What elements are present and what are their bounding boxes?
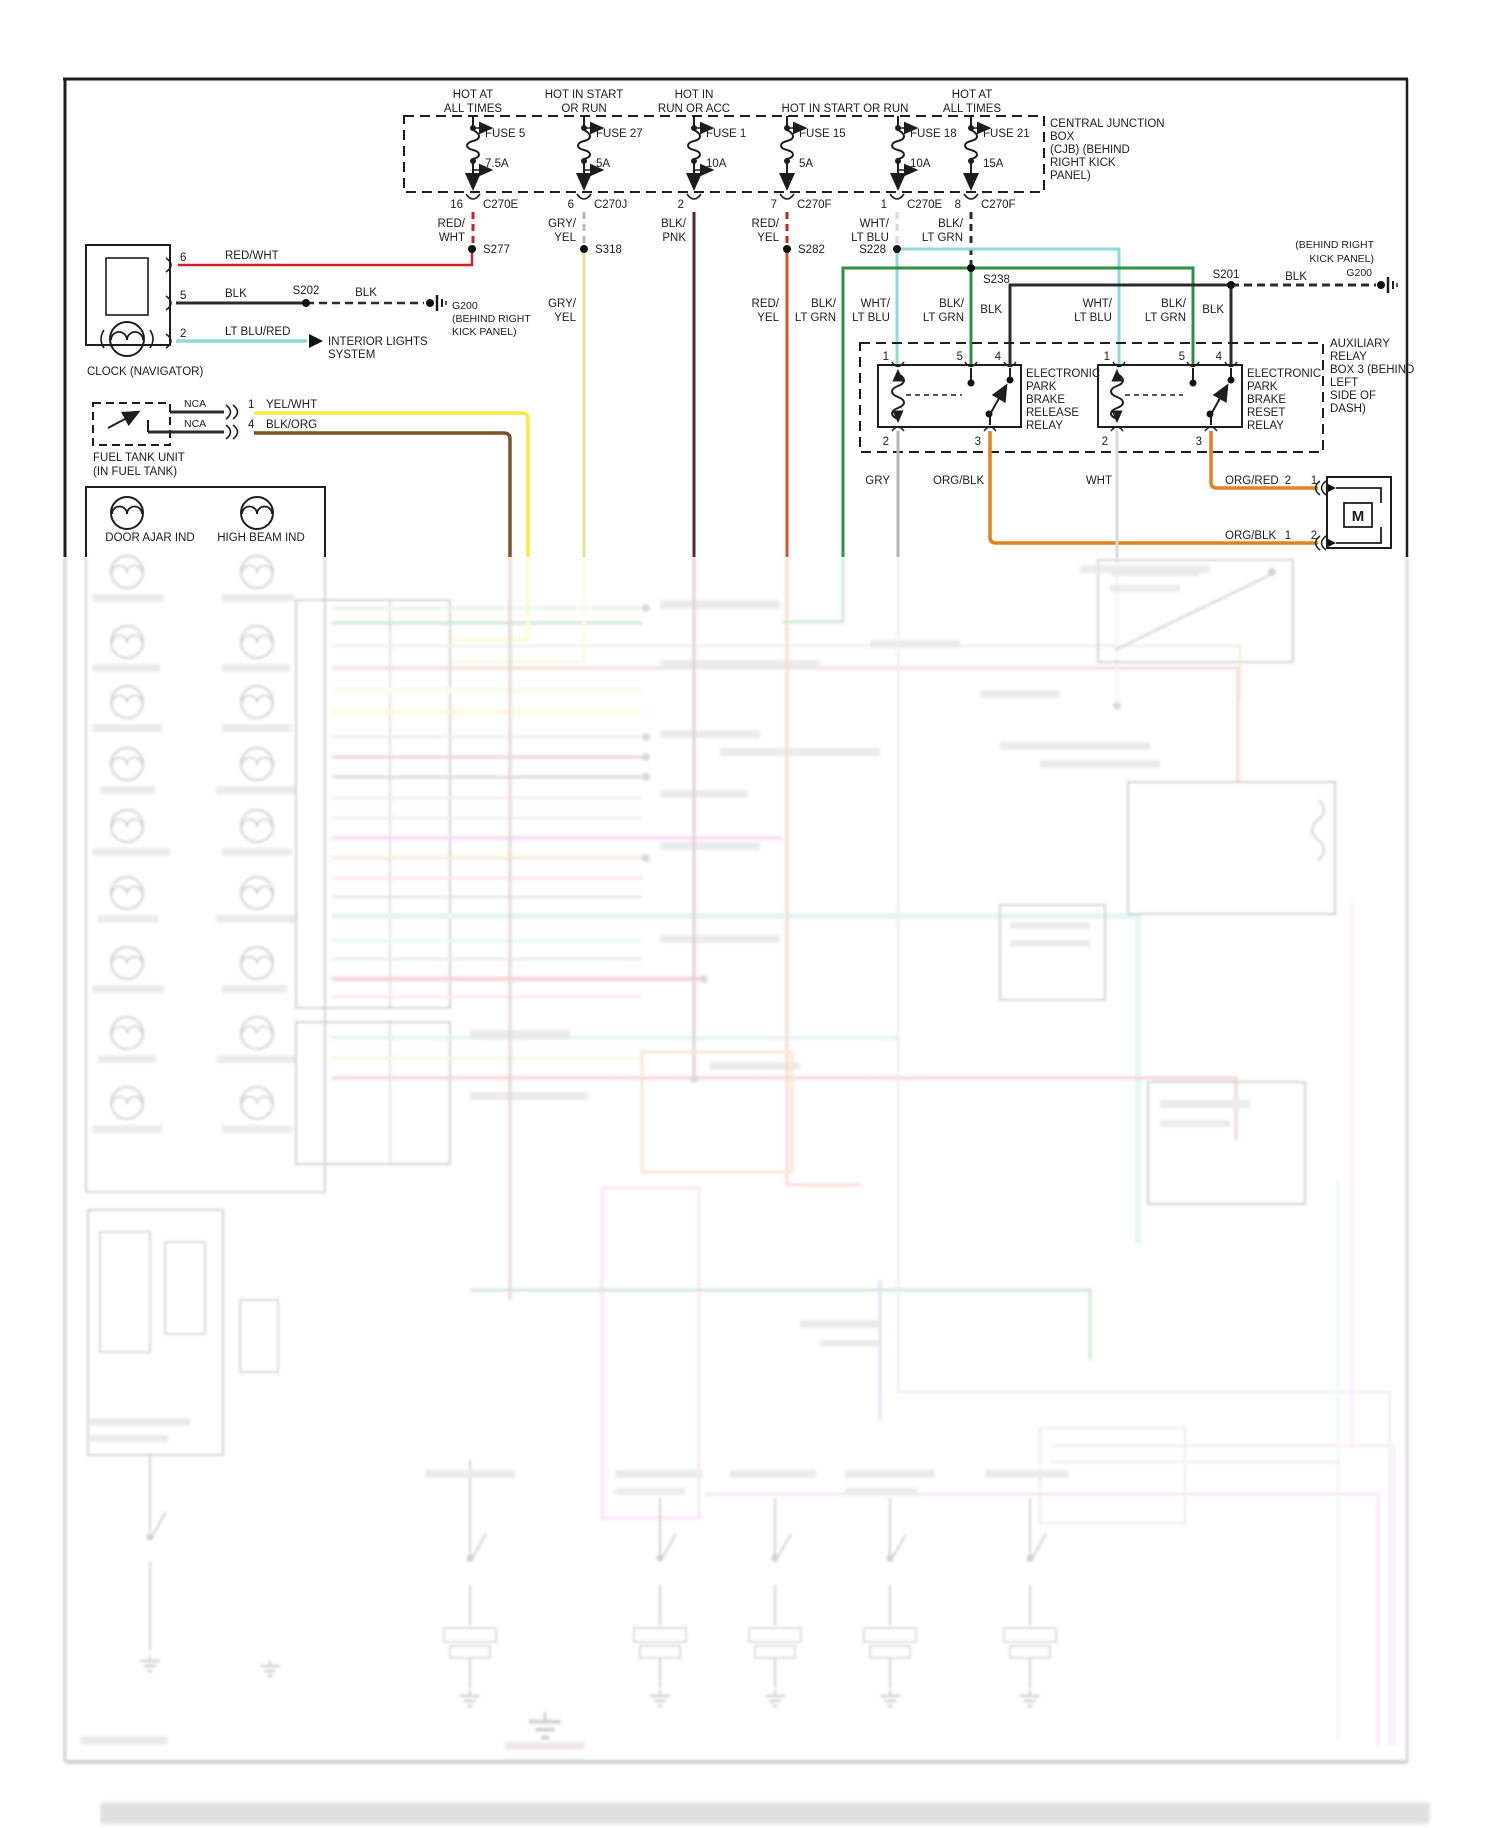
wire-label: LT GRN [794, 312, 836, 324]
system-ref: INTERIOR LIGHTS [328, 336, 428, 348]
splice-label: S228 [859, 244, 886, 256]
relay-label: BRAKE [1247, 394, 1286, 406]
component-title: CLOCK (NAVIGATOR) [87, 366, 204, 378]
connector-pin: 6 [567, 199, 574, 211]
splice-label: S238 [983, 274, 1010, 286]
ground-location: (BEHIND RIGHT [452, 313, 531, 325]
pin-number: 2 [1310, 530, 1318, 542]
fuse-name: FUSE 15 [799, 128, 846, 140]
relay-label: ELECTRONIC [1026, 368, 1101, 380]
ground-location: KICK PANEL) [452, 326, 517, 338]
connector-name: C270E [483, 199, 519, 211]
motor-symbol: M [1351, 508, 1365, 525]
connector-name: C270F [981, 199, 1016, 211]
pin-number: 4 [248, 419, 255, 431]
wire-label: ORG/RED [1225, 475, 1279, 487]
auxiliary-relay-box [860, 338, 1414, 452]
fuse-name: FUSE 18 [910, 128, 957, 140]
relay-label: RELAY [1247, 420, 1284, 432]
wire-label: WHT/ [860, 298, 890, 310]
indicator-lamps [86, 487, 325, 557]
relay-label: RELAY [1026, 420, 1063, 432]
ground-g200-clock [426, 295, 446, 311]
wire-label: NCA [184, 398, 207, 410]
wire-label: RED/ [751, 218, 779, 230]
fuse-21 [965, 116, 1030, 188]
faded-wire-continuations [452, 557, 1390, 1745]
wire-label: WHT [1085, 475, 1112, 487]
wire-label: YEL/WHT [266, 399, 318, 411]
relay-label: ELECTRONIC [1247, 368, 1322, 380]
wire-label: ORG/BLK [1225, 530, 1277, 542]
clock-pin: 5 [180, 290, 187, 302]
ground-location: (BEHIND RIGHT [1295, 239, 1374, 251]
splice-label: S282 [798, 244, 825, 256]
wire-label: BLK [355, 287, 377, 299]
fuse-15 [781, 116, 846, 188]
pin-number: 1 [882, 351, 889, 363]
bus-header-text: HOT IN [674, 89, 714, 101]
connector-pin: 7 [770, 199, 777, 211]
lamp-label: DOOR AJAR IND [105, 532, 195, 544]
relay-output-wires [865, 431, 1318, 557]
clock-pin: 2 [180, 328, 187, 340]
bus-header-text: RUN OR ACC [657, 103, 731, 115]
ground-name: G200 [452, 300, 478, 312]
cjb-label: BOX [1050, 131, 1075, 143]
wire-label: LT BLU [851, 232, 889, 244]
wire-label: RED/ [437, 218, 465, 230]
wire-label: YEL [757, 232, 779, 244]
relay-box-label: SIDE OF [1330, 390, 1377, 402]
pin-number: 5 [1178, 351, 1185, 363]
connector-name: C270F [797, 199, 832, 211]
faded-left-lower-components [80, 1210, 278, 1745]
wire-label: RED/WHT [225, 250, 279, 262]
pin-number: 3 [974, 436, 981, 448]
connector-name: C270J [594, 199, 628, 211]
connector-pin: 2 [677, 199, 684, 211]
bus-header-text: OR RUN [561, 103, 607, 115]
ground-name: G200 [1346, 267, 1372, 279]
cjb-label: (CJB) (BEHIND [1050, 144, 1130, 156]
bus-header-text: HOT AT [452, 89, 494, 101]
wire-label: BLK [1202, 304, 1224, 316]
faded-left-indicator-column [86, 556, 325, 1192]
wire-label: BLK [1285, 271, 1307, 283]
fuse-name: FUSE 5 [485, 128, 526, 140]
faded-bottom-switch-row [260, 1460, 1069, 1750]
pin-number: 4 [1215, 351, 1222, 363]
connector-pin: 8 [954, 199, 961, 211]
lamp-label: HIGH BEAM IND [217, 532, 305, 544]
faded-lower-diagram [65, 556, 1407, 1762]
wire-label: RED/ [751, 298, 779, 310]
relay-label: RESET [1247, 407, 1286, 419]
pin-number: 1 [248, 399, 255, 411]
wire-label: BLK/ORG [266, 419, 318, 431]
park-brake-motor [1316, 477, 1392, 550]
fuse-amp: 15A [983, 158, 1004, 170]
fuse-1 [688, 116, 746, 188]
fuse-name: FUSE 27 [596, 128, 643, 140]
fuse-amp: 5A [799, 158, 814, 170]
wire-label: BLK/ [939, 298, 964, 310]
wire-label: WHT [438, 232, 465, 244]
relay-box-label: BOX 3 (BEHIND [1330, 364, 1415, 376]
wire-label: BLK/ [661, 218, 686, 230]
fuse-18 [892, 116, 957, 188]
cjb-label: RIGHT KICK [1050, 157, 1116, 169]
splice-label: S318 [595, 244, 622, 256]
relay-box-label: AUXILIARY [1330, 338, 1390, 350]
wire-label: BLK [225, 288, 247, 300]
ground-location: KICK PANEL) [1309, 253, 1374, 265]
bus-header-text: HOT IN START OR RUN [781, 103, 909, 115]
wire-label: BLK/ [938, 218, 963, 230]
relay-box-label: RELAY [1330, 351, 1367, 363]
top-wire-stubs [438, 212, 971, 264]
wire-label: LT BLU/RED [225, 326, 291, 338]
bus-header-text: ALL TIMES [942, 103, 1002, 115]
connector-pin: 16 [450, 199, 463, 211]
wire-label: LT GRN [1144, 312, 1186, 324]
power-bus-headers [444, 89, 1001, 115]
relay-box-label: DASH) [1330, 403, 1366, 415]
pin-number: 1 [1103, 351, 1110, 363]
bottom-gray-band [100, 1802, 1430, 1824]
pin-number: 2 [882, 436, 889, 448]
wire-label: NCA [184, 418, 207, 430]
connector-row [450, 194, 1015, 211]
pin-number: 5 [956, 351, 963, 363]
wire-label: WHT/ [859, 218, 889, 230]
fuse-name: FUSE 21 [983, 128, 1030, 140]
wire-label: LT GRN [922, 312, 964, 324]
relay-label: RELEASE [1026, 407, 1080, 419]
system-ref: SYSTEM [328, 349, 376, 361]
wire-label: BLK/ [1161, 298, 1186, 310]
wire-label: YEL [554, 312, 576, 324]
wire-label: ORG/BLK [933, 475, 985, 487]
bus-header-text: HOT IN START [544, 89, 624, 101]
wire-label: GRY/ [548, 298, 576, 310]
cjb-label: CENTRAL JUNCTION [1050, 118, 1165, 130]
wire-label: PNK [662, 232, 686, 244]
clock-pin: 6 [180, 252, 187, 264]
bus-header-text: HOT AT [951, 89, 993, 101]
wire-label: GRY/ [548, 218, 576, 230]
pin-number: 1 [1310, 475, 1318, 487]
splice-label: S277 [483, 244, 510, 256]
fuse-name: FUSE 1 [706, 128, 747, 140]
connector-name: C270E [907, 199, 943, 211]
wire-label: LT GRN [921, 232, 963, 244]
relay-label: PARK [1247, 381, 1278, 393]
component-title: (IN FUEL TANK) [93, 466, 178, 478]
fuse-27 [578, 116, 643, 188]
wire-label: YEL [554, 232, 576, 244]
pin-number: 2 [1284, 475, 1292, 487]
wire-label: LT BLU [1074, 312, 1112, 324]
pin-number: 3 [1195, 436, 1202, 448]
pin-number: 2 [1101, 436, 1108, 448]
fuse-amp: 10A [706, 158, 727, 170]
cjb-label: PANEL) [1050, 170, 1091, 182]
relay-label: BRAKE [1026, 394, 1065, 406]
splice-label: S202 [292, 285, 320, 297]
relay-label: PARK [1026, 381, 1057, 393]
fuse-column-group [467, 116, 1030, 188]
pin-number: 4 [994, 351, 1001, 363]
relay-box-label: LEFT [1330, 377, 1359, 389]
wire-label: YEL [757, 312, 779, 324]
wire-label: LT BLU [852, 312, 890, 324]
wire-label: BLK [980, 304, 1002, 316]
connector-pin: 1 [880, 199, 887, 211]
fuse-5 [467, 116, 525, 188]
wire-label: WHT/ [1082, 298, 1112, 310]
faded-middle-harness [296, 600, 1240, 1243]
fuse-amp: 10A [910, 158, 931, 170]
ground-g200-right [1377, 277, 1397, 293]
bus-header-text: ALL TIMES [443, 103, 503, 115]
page-border [63, 79, 1408, 557]
wire-label: BLK/ [811, 298, 836, 310]
component-title: FUEL TANK UNIT [93, 452, 185, 464]
fuse-amp: 5A [596, 158, 611, 170]
splice-label: S201 [1212, 269, 1240, 281]
pin-number: 1 [1284, 530, 1292, 542]
fuse-amp: 7.5A [485, 158, 509, 170]
wire-label: GRY [865, 475, 890, 487]
